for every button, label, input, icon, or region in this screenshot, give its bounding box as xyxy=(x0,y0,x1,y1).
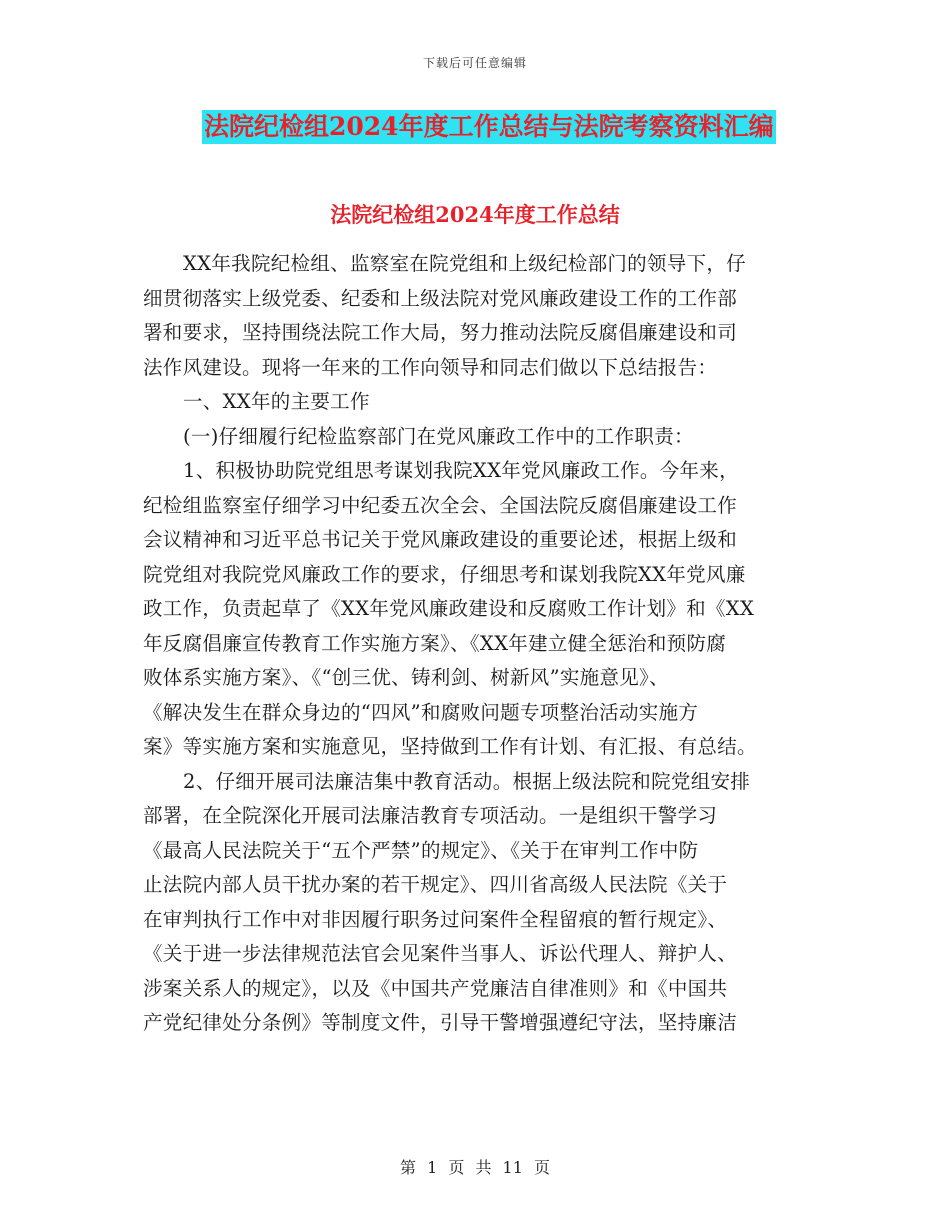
header-note: 下载后可任意编辑 xyxy=(422,56,527,70)
subsection-heading: (一)仔细履行纪检监察部门在党风廉政工作中的工作职责： xyxy=(183,424,694,448)
paragraph-line: XX年我院纪检组、监察室在院党组和上级纪检部门的领导下，仔 xyxy=(183,252,746,275)
paragraph-line: 止法院内部人员干扰办案的若干规定》、四川省高级人民法院《关于 xyxy=(143,873,728,896)
paragraph-line: 部署，在全院深化开展司法廉洁教育专项活动。一是组织干警学习 xyxy=(143,804,718,827)
paragraph-line: 涉案关系人的规定》，以及《中国共产党廉洁自律准则》和《中国共 xyxy=(143,976,728,1000)
paragraph-line: 署和要求，坚持围绕法院工作大局，努力推动法院反腐倡廉建设和司 xyxy=(143,321,738,344)
paragraph-line: 院党组对我院党风廉政工作的要求，仔细思考和谋划我院XX年党风廉 xyxy=(143,562,746,586)
section-title: 法院纪检组2024年度工作总结 xyxy=(330,202,620,227)
page-number-footer: 第 1 页 共 11 页 xyxy=(400,1158,550,1177)
paragraph-line: 法作风建设。现将一年来的工作向领导和同志们做以下总结报告： xyxy=(143,355,718,379)
paragraph-line: 案》等实施方案和实施意见，坚持做到工作有计划、有汇报、有总结。 xyxy=(143,735,757,758)
paragraph-line: 会议精神和习近平总书记关于党风廉政建设的重要论述，根据上级和 xyxy=(143,528,738,551)
paragraph-line: 年反腐倡廉宣传教育工作实施方案》、《XX年建立健全惩治和预防腐 xyxy=(143,631,727,655)
paragraph-line: 1、积极协助院党组思考谋划我院XX年党风廉政工作。今年来， xyxy=(183,459,739,482)
paragraph-line: 《最高人民法院关于“五个严禁”的规定》、《关于在审判工作中防 xyxy=(143,838,699,862)
section-heading: 一、XX年的主要工作 xyxy=(183,390,370,413)
paragraph-line: 在审判执行工作中对非因履行职务过问案件全程留痕的暂行规定》、 xyxy=(143,907,728,931)
document-main-title: 法院纪检组2024年度工作总结与法院考察资料汇编 xyxy=(202,110,776,144)
paragraph-line: 2、仔细开展司法廉洁集中教育活动。根据上级法院和院党组安排 xyxy=(183,769,751,793)
paragraph-line: 《解决发生在群众身边的“四风”和腐败问题专项整治活动实施方 xyxy=(143,700,699,724)
paragraph-line: 《关于进一步法律规范法官会见案件当事人、诉讼代理人、辩护人、 xyxy=(143,942,738,965)
paragraph-line: 细贯彻落实上级党委、纪委和上级法院对党风廉政建设工作的工作部 xyxy=(143,286,738,310)
body-text xyxy=(143,247,808,1041)
paragraph-line: 产党纪律处分条例》等制度文件，引导干警增强遵纪守法，坚持廉洁 xyxy=(143,1011,738,1034)
paragraph-line: 纪检组监察室仔细学习中纪委五次全会、全国法院反腐倡廉建设工作 xyxy=(143,493,738,517)
paragraph-line: 败体系实施方案》、《“创三优、铸利剑、树新风”实施意见》、 xyxy=(143,666,669,689)
paragraph-line: 政工作，负责起草了《XX年党风廉政建设和反腐败工作计划》和《XX xyxy=(143,597,755,620)
